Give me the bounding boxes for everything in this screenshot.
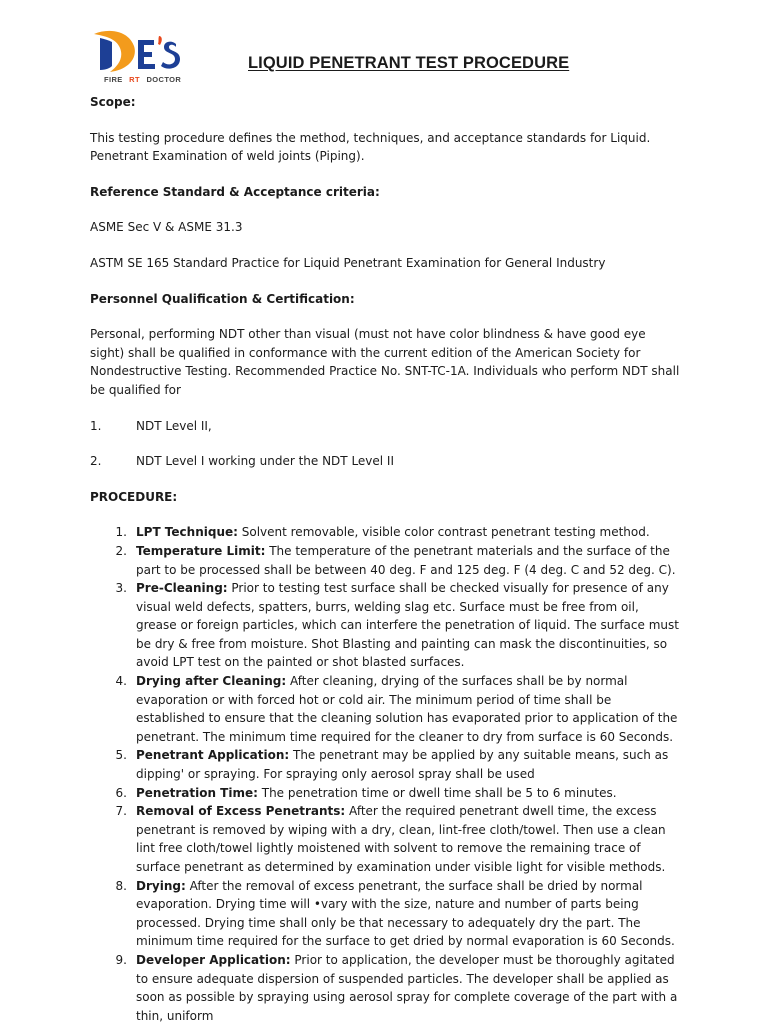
- personnel-heading: Personnel Qualification & Certification:: [90, 291, 355, 306]
- step-text: After the removal of excess penetrant, the surface shall be dried by normal evaporation. Drying time will •vary with the size, nature and number of parts being processed. Drying time shall only be that necessary to adequately dry the part. The minimum time required for the surface to get dried by normal evaporation is 60 Seconds.: [136, 878, 675, 949]
- step-text: The temperature of the penetrant materials and the surface of the part to be processed shall be between 40 deg. F and 125 deg. F (4 deg. C and 52 deg. C).: [136, 543, 676, 577]
- company-logo: [88, 24, 184, 86]
- logo-word-rt: RT: [129, 75, 140, 84]
- logo-word-fire: FIRE: [104, 75, 123, 84]
- procedure-step: [90, 877, 682, 951]
- list-item: [90, 452, 682, 471]
- step-text: After cleaning, drying of the surfaces shall be by normal evaporation or with forced hot or cold air. The minimum period of time shall be established to ensure that the cleaning solution has evaporated prior to application of the penetrant. The minimum time required for the cleaner to dry from surface is 60 Seconds.: [136, 674, 678, 744]
- step-number: 2.: [115, 543, 127, 558]
- procedure-step: [90, 784, 682, 803]
- step-label: Drying:: [136, 878, 186, 893]
- step-number: 8.: [115, 878, 127, 893]
- step-text: After the required penetrant dwell time, the excess penetrant is removed by wiping with a dry, clean, lint-free cloth/towel. Then use a clean lint free cloth/towel lightly moistened with solvent to remove the remaining trace of surface penetrant as determined by examination under visible light for visible methods.: [136, 804, 666, 874]
- step-text: Solvent removable, visible color contrast penetrant testing method.: [237, 525, 650, 540]
- step-label: Penetrant Application:: [136, 748, 290, 763]
- step-text: Prior to application, the developer must be thoroughly agitated to ensure adequate dispersion of suspended particles. The developer shall be applied as soon as possible by spraying using aerosol spray for complete coverage of the part with a thin, uniform: [136, 952, 678, 1023]
- step-text: The penetration time or dwell time shall be 5 to 6 minutes.: [257, 785, 617, 800]
- procedure-step: [90, 672, 682, 746]
- list-item: [90, 417, 682, 436]
- procedure-step: [90, 579, 682, 672]
- list-item-text: NDT Level I working under the NDT Level II: [136, 454, 395, 469]
- step-label: Developer Application:: [136, 952, 291, 967]
- reference-line-1: ASME Sec V & ASME 31.3: [90, 220, 243, 235]
- scope-heading: Scope:: [90, 95, 136, 109]
- logo-mark-icon: [88, 24, 184, 86]
- step-label: Pre-Cleaning:: [136, 581, 228, 596]
- step-number: 7.: [115, 804, 127, 819]
- procedure-step: [90, 951, 682, 1025]
- step-number: 9.: [115, 952, 127, 967]
- procedure-steps-list: [90, 523, 682, 1025]
- document-body: [90, 93, 682, 1025]
- step-text: The penetrant may be applied by any suitable means, such as dipping' or spraying. For spraying only aerosol spray shall be used: [136, 748, 669, 782]
- step-number: 3.: [115, 581, 127, 596]
- step-number: 1.: [115, 525, 127, 540]
- step-number: 5.: [115, 748, 127, 763]
- step-text: Prior to testing test surface shall be checked visually for presence of any visual weld defects, spatters, burrs, welding slag etc. Surface must be free from oil, grease or foreign particles, which can interfere the penetration of liquid. The surface must be dry & free from moisture. Shot Blasting and painting can mask the discontinuities, so avoid LPT test on the painted or shot blasted surfaces.: [136, 581, 679, 670]
- list-item-text: NDT Level II,: [136, 418, 212, 433]
- step-label: Removal of Excess Penetrants:: [136, 804, 346, 819]
- list-item-number: 1.: [90, 418, 102, 433]
- step-number: 4.: [115, 674, 127, 689]
- scope-text: This testing procedure defines the method, techniques, and acceptance standards for Liquid. Penetrant Examination of weld joints (Piping).: [90, 130, 651, 164]
- document-title: LIQUID PENETRANT TEST PROCEDURE: [248, 54, 570, 72]
- reference-heading: Reference Standard & Acceptance criteria:: [90, 184, 380, 199]
- logo-word-doctor: DOCTOR: [146, 75, 182, 84]
- step-number: 6.: [115, 785, 127, 800]
- step-label: Penetration Time:: [136, 785, 258, 800]
- procedure-step: [90, 802, 682, 876]
- procedure-step: [90, 542, 682, 579]
- list-item-number: 2.: [90, 454, 102, 469]
- step-label: Drying after Cleaning:: [136, 674, 287, 689]
- svg-text:FIRE RT DOCTOR: [104, 75, 181, 84]
- qualification-levels-list: [90, 417, 682, 471]
- reference-line-2: ASTM SE 165 Standard Practice for Liquid Penetrant Examination for General Industry: [90, 255, 606, 270]
- procedure-heading: PROCEDURE:: [90, 489, 178, 504]
- procedure-step: [90, 746, 682, 783]
- personnel-text: Personal, performing NDT other than visual (must not have color blindness & have good eye sight) shall be qualified in conformance with the current edition of the American Society for Nondestructive Testing. Recommended Practice No. SNT-TC-1A. Individuals who perform NDT shall be qualified for: [90, 327, 680, 397]
- procedure-step: [90, 523, 682, 542]
- step-label: Temperature Limit:: [136, 543, 266, 558]
- step-label: LPT Technique:: [136, 525, 238, 540]
